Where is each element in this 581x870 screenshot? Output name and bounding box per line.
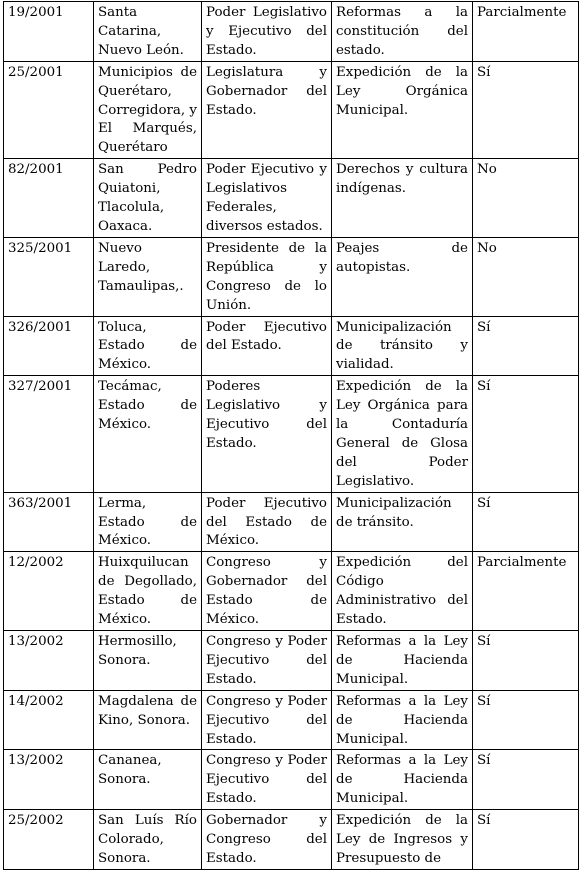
authority-cell: Congreso y Poder Ejecutivo del Estado. <box>202 750 332 810</box>
result-cell: No <box>473 159 579 238</box>
case-number-cell: 19/2001 <box>4 2 94 62</box>
result-cell: Parcialmente <box>473 2 579 62</box>
authority-cell: Poderes Legislativo y Ejecutivo del Estado. <box>202 376 332 492</box>
norm-cell: Expedición del Código Administrativo del Estado. <box>332 552 473 631</box>
result-cell: Sí <box>473 810 579 870</box>
table-row <box>4 690 579 750</box>
authority-cell: Poder Ejecutivo del Estado. <box>202 316 332 376</box>
norm-cell: Reformas a la constitución del estado. <box>332 2 473 62</box>
table-row <box>4 631 579 691</box>
authority-cell: Poder Legislativo y Ejecutivo del Estado. <box>202 2 332 62</box>
table-row <box>4 810 579 870</box>
authority-cell: Legislatura y Gobernador del Estado. <box>202 61 332 159</box>
authority-cell: Presidente de la República y Congreso de lo Unión. <box>202 237 332 316</box>
table-row <box>4 492 579 552</box>
case-number-cell: 327/2001 <box>4 376 94 492</box>
case-number-cell: 13/2002 <box>4 750 94 810</box>
result-cell: Sí <box>473 376 579 492</box>
norm-cell: Reformas a la Ley de Hacienda Municipal. <box>332 750 473 810</box>
table-row <box>4 750 579 810</box>
authority-cell: Poder Ejecutivo y Legislativos Federales, diversos estados. <box>202 159 332 238</box>
result-cell: Sí <box>473 61 579 159</box>
municipality-cell: Nuevo Laredo, Tamaulipas,. <box>94 237 202 316</box>
table-row <box>4 376 579 492</box>
municipality-cell: Santa Catarina, Nuevo León. <box>94 2 202 62</box>
result-cell: Sí <box>473 631 579 691</box>
authority-cell: Gobernador y Congreso del Estado. <box>202 810 332 870</box>
municipality-cell: Magdalena de Kino, Sonora. <box>94 690 202 750</box>
case-number-cell: 363/2001 <box>4 492 94 552</box>
municipality-cell: Cananea, Sonora. <box>94 750 202 810</box>
case-number-cell: 25/2001 <box>4 61 94 159</box>
result-cell: Parcialmente <box>473 552 579 631</box>
municipality-cell: Lerma, Estado de México. <box>94 492 202 552</box>
table-row <box>4 61 579 159</box>
result-cell: Sí <box>473 316 579 376</box>
case-number-cell: 325/2001 <box>4 237 94 316</box>
norm-cell: Municipalización de tránsito. <box>332 492 473 552</box>
table-row <box>4 237 579 316</box>
municipality-cell: San Luís Río Colorado, Sonora. <box>94 810 202 870</box>
authority-cell: Congreso y Gobernador del Estado de México. <box>202 552 332 631</box>
case-number-cell: 25/2002 <box>4 810 94 870</box>
authority-cell: Congreso y Poder Ejecutivo del Estado. <box>202 631 332 691</box>
result-cell: Sí <box>473 750 579 810</box>
case-number-cell: 326/2001 <box>4 316 94 376</box>
norm-cell: Derechos y cultura indígenas. <box>332 159 473 238</box>
case-number-cell: 12/2002 <box>4 552 94 631</box>
case-number-cell: 13/2002 <box>4 631 94 691</box>
municipality-cell: Municipios de Querétaro, Corregidora, y El Marqués, Querétaro <box>94 61 202 159</box>
norm-cell: Municipalización de tránsito y vialidad. <box>332 316 473 376</box>
result-cell: Sí <box>473 492 579 552</box>
municipality-cell: Huixquilucan de Degollado, Estado de México. <box>94 552 202 631</box>
norm-cell: Peajes de autopistas. <box>332 237 473 316</box>
table-row <box>4 316 579 376</box>
norm-cell: Expedición de la Ley Orgánica Municipal. <box>332 61 473 159</box>
authority-cell: Poder Ejecutivo del Estado de México. <box>202 492 332 552</box>
case-number-cell: 82/2001 <box>4 159 94 238</box>
municipality-cell: Toluca, Estado de México. <box>94 316 202 376</box>
result-cell: Sí <box>473 690 579 750</box>
table-row <box>4 2 579 62</box>
case-number-cell: 14/2002 <box>4 690 94 750</box>
norm-cell: Expedición de la Ley Orgánica para la Contaduría General de Glosa del Poder Legislativo. <box>332 376 473 492</box>
municipality-cell: San Pedro Quiatoni, Tlacolula, Oaxaca. <box>94 159 202 238</box>
norm-cell: Reformas a la Ley de Hacienda Municipal. <box>332 690 473 750</box>
table-row <box>4 552 579 631</box>
controversias-table <box>3 1 579 870</box>
table-row <box>4 159 579 238</box>
authority-cell: Congreso y Poder Ejecutivo del Estado. <box>202 690 332 750</box>
norm-cell: Reformas a la Ley de Hacienda Municipal. <box>332 631 473 691</box>
result-cell: No <box>473 237 579 316</box>
municipality-cell: Hermosillo, Sonora. <box>94 631 202 691</box>
norm-cell: Expedición de la Ley de Ingresos y Presupuesto de <box>332 810 473 870</box>
municipality-cell: Tecámac, Estado de México. <box>94 376 202 492</box>
